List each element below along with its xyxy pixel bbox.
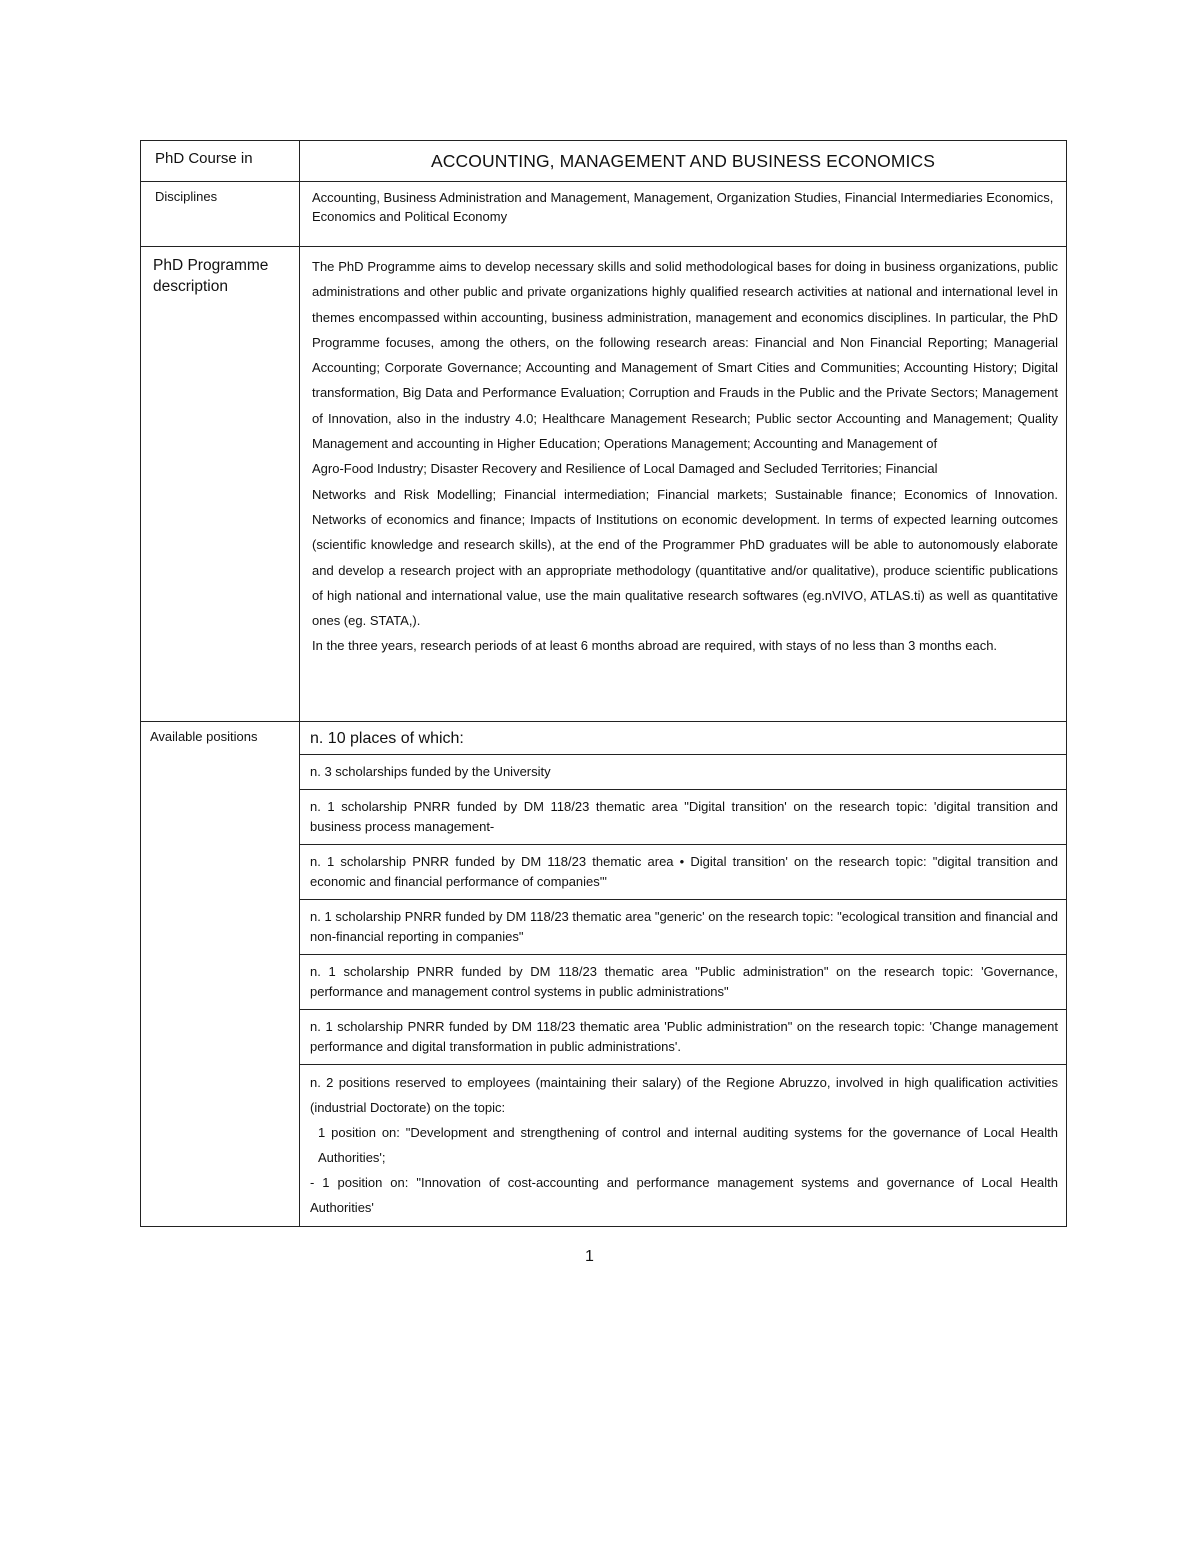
employees-paragraph: n. 2 positions reserved to employees (maintaining their salary) of the Regione Abruzzo, involved in high qualification activities (industrial Doctorate) on the topic: bbox=[310, 1075, 1058, 1115]
description-text-cell bbox=[300, 247, 1067, 722]
positions-heading-row bbox=[141, 722, 1067, 755]
position-cell bbox=[300, 1010, 1067, 1065]
description-label: PhD Programme description bbox=[153, 257, 269, 295]
disciplines-row bbox=[141, 182, 1067, 247]
positions-label-cell bbox=[141, 722, 300, 1227]
disciplines-text: Accounting, Business Administration and Management, Management, Organization Studies, Financial Intermediaries Economics, Economics and Political Economy bbox=[312, 190, 1054, 224]
description-paragraph: In the three years, research periods of at least 6 months abroad are required, with stays of no less than 3 months each. bbox=[312, 638, 998, 654]
position-cell bbox=[300, 955, 1067, 1010]
position-item: n. 1 scholarship PNRR funded by DM 118/23 thematic area • Digital transition' on the research topic: "digital transition and economic and financial performance of companies'" bbox=[310, 854, 1058, 889]
employees-paragraph: 1 position on: "Development and strengthening of control and internal auditing systems for the governance of Local Health Authorities'; bbox=[318, 1125, 1058, 1165]
position-item: n. 1 scholarship PNRR funded by DM 118/23 thematic area "Public administration" on the research topic: 'Governance, performance and management control systems in public administrations" bbox=[310, 964, 1058, 999]
disciplines-text-cell bbox=[300, 182, 1067, 247]
employees-positions-cell bbox=[300, 1065, 1067, 1227]
position-item: n. 1 scholarship PNRR funded by DM 118/23 thematic area "generic' on the research topic: "ecological transition and financial and non-financial reporting in companies" bbox=[310, 909, 1058, 944]
description-paragraph: Networks and Risk Modelling; Financial intermediation; Financial markets; Sustainable finance; Economics of Innovation. Networks of economics and finance; Impacts of Institutions on economic development. In terms of expected learning outcomes (scientific knowledge and research skills), at the end of the Programmer PhD graduates will be able to autonomously elaborate and develop a research project with an appropriate methodology (quantitative and/or qualitative), produce scientific publications of high national and international value, use the main qualitative research softwares (eg.nVIVO, ATLAS.ti) as well as quantitative ones (eg. STATA,). bbox=[312, 486, 1058, 629]
position-item: n. 1 scholarship PNRR funded by DM 118/23 thematic area "Digital transition' on the research topic: 'digital transition and business process management- bbox=[310, 799, 1058, 834]
description-label-cell bbox=[141, 247, 300, 722]
course-title-row bbox=[141, 141, 1067, 182]
disciplines-label: Disciplines bbox=[155, 189, 218, 204]
employees-positions bbox=[300, 1065, 1066, 1226]
course-title: ACCOUNTING, MANAGEMENT AND BUSINESS ECONOMICS bbox=[431, 151, 935, 171]
phd-course-table bbox=[140, 140, 1067, 1227]
position-cell bbox=[300, 790, 1067, 845]
disciplines-label-cell bbox=[141, 182, 300, 247]
employees-paragraph: - 1 position on: "Innovation of cost-accounting and performance management systems and governance of Local Health Authorities' bbox=[310, 1175, 1058, 1215]
course-label: PhD Course in bbox=[155, 150, 253, 167]
position-cell bbox=[300, 755, 1067, 790]
course-title-cell bbox=[300, 141, 1067, 182]
positions-label: Available positions bbox=[150, 729, 258, 744]
positions-heading: n. 10 places of which: bbox=[310, 730, 464, 747]
course-label-cell bbox=[141, 141, 300, 182]
position-cell bbox=[300, 845, 1067, 900]
page-number: 1 bbox=[585, 1248, 594, 1265]
positions-heading-cell bbox=[300, 722, 1067, 755]
description-text bbox=[300, 247, 1066, 721]
description-paragraph: The PhD Programme aims to develop necessary skills and solid methodological bases for doing in business organizations, public administrations and other public and private organizations highly qualified research activities at national and international level in themes encompassed within accounting, business administration, management and economics disciplines. In particular, the PhD Programme focuses, among the others, on the following research areas: Financial and Non Financial Reporting; Managerial Accounting; Corporate Governance; Accounting and Management of Smart Cities and Communities; Accounting History; Digital transformation, Big Data and Performance Evaluation; Corruption and Frauds in the Public and the Private Sectors; Management of Innovation, also in the industry 4.0; Healthcare Management Research; Public sector Accounting and Management; Quality Management and accounting in Higher Education; Operations Management; Accounting and Management of bbox=[312, 259, 1058, 452]
description-paragraph: Agro-Food Industry; Disaster Recovery and Resilience of Local Damaged and Secluded Territories; Financial bbox=[312, 461, 938, 477]
position-item: n. 1 scholarship PNRR funded by DM 118/23 thematic area 'Public administration" on the research topic: 'Change management performance and digital transformation in public administrations'. bbox=[310, 1019, 1058, 1054]
position-item: n. 3 scholarships funded by the University bbox=[310, 764, 551, 779]
position-cell bbox=[300, 900, 1067, 955]
description-row bbox=[141, 247, 1067, 722]
